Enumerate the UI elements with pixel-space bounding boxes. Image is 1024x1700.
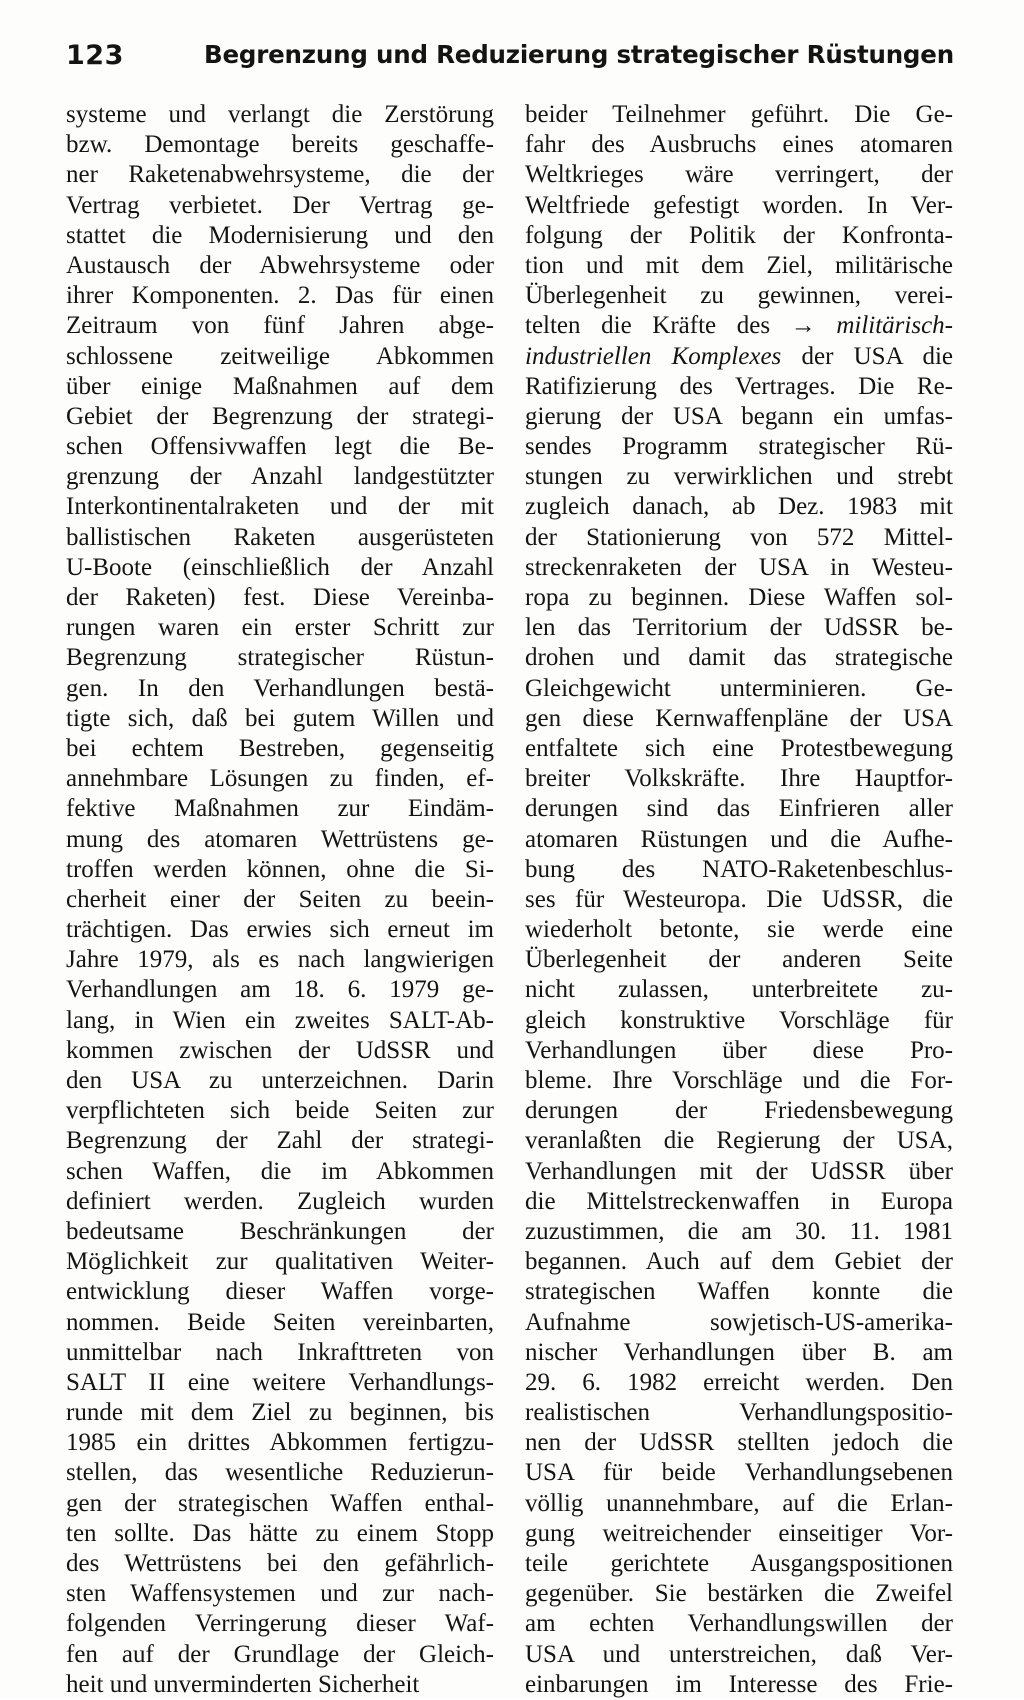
text-line: Begrenzung der Zahl der strategi-: [66, 1127, 494, 1155]
text-line: bzw. Demontage bereits geschaffe-: [66, 131, 494, 159]
text-line: USA und unterstreichen, daß Ver-: [525, 1640, 953, 1668]
text-line: drohen und damit das strategische: [525, 644, 953, 672]
text-line: kommen zwischen der UdSSR und: [66, 1036, 494, 1064]
text-line: zuzustimmen, die am 30. 11. 1981: [525, 1217, 953, 1245]
text-line: Weltfriede gefestigt worden. In Ver-: [525, 191, 953, 219]
text-line: fen auf der Grundlage der Gleich-: [66, 1640, 494, 1668]
text-line: gleich konstruktive Vorschläge für: [525, 1006, 953, 1034]
text-line: begannen. Auch auf dem Gebiet der: [525, 1248, 953, 1276]
text-line: Verhandlungen über diese Pro-: [525, 1036, 953, 1064]
text-line: 29. 6. 1982 erreicht werden. Den: [525, 1368, 953, 1396]
text-line: bleme. Ihre Vorschläge und die For-: [525, 1067, 953, 1094]
text-line: SALT II eine weitere Verhandlungs-: [66, 1368, 494, 1396]
right-column-lines-before: [525, 100, 953, 311]
text-line: bung des NATO-Raketenbeschlus-: [525, 855, 953, 883]
text-line: annehmbare Lösungen zu finden, ef-: [66, 765, 494, 793]
text-line: folgenden Verringerung dieser Waf-: [66, 1610, 494, 1638]
text-line: der Stationierung von 572 Mittel-: [525, 523, 953, 551]
text-line: cherheit einer der Seiten zu beein-: [66, 885, 494, 913]
text-line: ner Raketenabwehrsysteme, die der: [66, 161, 494, 189]
text-line: folgung der Politik der Konfronta-: [525, 221, 953, 249]
text-line: atomaren Rüstungen und die Aufhe-: [525, 825, 953, 853]
text-line: stellen, das wesentliche Reduzierun-: [66, 1459, 494, 1487]
running-head: Begrenzung und Reduzierung strategischer Rüstungen: [204, 40, 954, 69]
text-line: tigte sich, daß bei gutem Willen und: [66, 704, 494, 732]
text-line: Verhandlungen am 18. 6. 1979 ge-: [66, 976, 494, 1004]
text-line: U-Boote (einschließlich der Anzahl: [66, 553, 494, 581]
right-column-lines-after: [525, 372, 953, 1700]
text-line: Möglichkeit zur qualitativen Weiter-: [66, 1248, 494, 1276]
text-line: sten Waffensystemen und zur nach-: [66, 1580, 494, 1608]
text-line: schen Offensivwaffen legt die Be-: [66, 433, 494, 461]
text-line: Überlegenheit der anderen Seite: [525, 946, 953, 974]
text-line: ropa zu beginnen. Diese Waffen sol-: [525, 584, 953, 611]
cross-reference-term-part2[interactable]: industriellen Komplexes: [525, 342, 782, 370]
text-line: Ratifizierung des Vertrages. Die Re-: [525, 372, 953, 400]
page-header: [66, 40, 954, 86]
text-line: Interkontinentalraketen und der mit: [66, 493, 494, 521]
text-line: stattet die Modernisierung und den: [66, 221, 494, 249]
text-line: Austausch der Abwehrsysteme oder: [66, 251, 494, 279]
text-line: strategischen Waffen konnte die: [525, 1278, 953, 1306]
text-line: der Raketen) fest. Diese Vereinba-: [66, 584, 494, 611]
text-line: gung weitreichender einseitiger Vor-: [525, 1519, 953, 1547]
text-line: grenzung der Anzahl landgestützter: [66, 463, 494, 491]
text-line: derungen sind das Einfrieren aller: [525, 795, 953, 823]
ref-line2-plain: der USA die: [781, 342, 953, 370]
text-line: entwicklung dieser Waffen vorge-: [66, 1278, 494, 1306]
text-line: Aufnahme sowjetisch-US-amerika-: [525, 1308, 953, 1336]
text-line: völlig unannehmbare, auf die Erlan-: [525, 1489, 953, 1517]
text-line: Vertrag verbietet. Der Vertrag ge-: [66, 191, 494, 219]
text-line: ten sollte. Das hätte zu einem Stopp: [66, 1519, 494, 1547]
text-line: einbarungen im Interesse des Frie-: [525, 1670, 953, 1698]
text-line: mung des atomaren Wettrüstens ge-: [66, 825, 494, 853]
text-line: am echten Verhandlungswillen der: [525, 1610, 953, 1638]
text-line: heit und unverminderten Sicherheit: [66, 1670, 420, 1698]
text-line: rungen waren ein erster Schritt zur: [66, 614, 494, 642]
text-line: Begrenzung strategischer Rüstun-: [66, 644, 494, 672]
text-line: nen der UdSSR stellten jedoch die: [525, 1429, 953, 1457]
cross-reference-line-2: [525, 342, 953, 372]
text-line: Gebiet der Begrenzung der strategi-: [66, 402, 494, 430]
text-line: gen der strategischen Waffen enthal-: [66, 1489, 494, 1517]
text-line: ses für Westeuropa. Die UdSSR, die: [525, 885, 953, 913]
text-line: Jahre 1979, als es nach langwierigen: [66, 946, 494, 974]
text-line: systeme und verlangt die Zerstörung: [66, 101, 494, 128]
text-line: schen Waffen, die im Abkommen: [66, 1157, 494, 1185]
text-line: des Wettrüstens bei den gefährlich-: [66, 1550, 494, 1577]
text-line: ihrer Komponenten. 2. Das für einen: [66, 282, 494, 310]
text-line: sendes Programm strategischer Rü-: [525, 433, 953, 461]
text-line: derungen der Friedensbewegung: [525, 1097, 953, 1125]
text-line: USA für beide Verhandlungsebenen: [525, 1459, 953, 1487]
text-line: beider Teilnehmer geführt. Die Ge-: [525, 101, 953, 128]
cross-reference-line: [525, 311, 953, 341]
left-text-column: [66, 100, 494, 1700]
text-line: Weltkrieges wäre verringert, der: [525, 161, 953, 189]
text-line: nischer Verhandlungen über B. am: [525, 1338, 953, 1366]
text-line: Überlegenheit zu gewinnen, verei-: [525, 282, 953, 310]
text-line: streckenraketen der USA in Westeu-: [525, 553, 953, 581]
text-line: bei echtem Bestreben, gegenseitig: [66, 734, 494, 762]
text-line: gegenüber. Sie bestärken die Zweifel: [525, 1580, 953, 1608]
text-line: gierung der USA begann ein umfas-: [525, 402, 953, 430]
text-line: schlossene zeitweilige Abkommen: [66, 342, 494, 370]
text-line: verpflichteten sich beide Seiten zur: [66, 1097, 494, 1125]
ref-line-plain: telten die Kräfte des →: [525, 312, 837, 340]
text-line: nicht zulassen, unterbreitete zu-: [525, 976, 953, 1004]
text-line: troffen werden können, ohne die Si-: [66, 855, 494, 883]
text-line: len das Territorium der UdSSR be-: [525, 614, 953, 642]
text-line: trächtigen. Das erwies sich erneut im: [66, 916, 494, 944]
text-line: breiter Volkskräfte. Ihre Hauptfor-: [525, 765, 953, 793]
text-line: ballistischen Raketen ausgerüsteten: [66, 523, 494, 551]
cross-reference-term-part1[interactable]: militärisch-: [836, 312, 953, 340]
text-line: wiederholt betonte, sie werde eine: [525, 916, 953, 944]
text-line: runde mit dem Ziel zu beginnen, bis: [66, 1399, 494, 1427]
text-line: die Mittelstreckenwaffen in Europa: [525, 1187, 953, 1215]
text-line: lang, in Wien ein zweites SALT-Ab-: [66, 1006, 494, 1034]
text-line: definiert werden. Zugleich wurden: [66, 1187, 494, 1215]
text-line: 1985 ein drittes Abkommen fertigzu-: [66, 1429, 494, 1457]
page-number: 123: [66, 40, 124, 71]
text-line: entfaltete sich eine Protestbewegung: [525, 734, 953, 762]
text-line: veranlaßten die Regierung der USA,: [525, 1127, 953, 1155]
text-line: bedeutsame Beschränkungen der: [66, 1217, 494, 1245]
text-line: den USA zu unterzeichnen. Darin: [66, 1067, 494, 1094]
text-line: Verhandlungen mit der UdSSR über: [525, 1157, 953, 1185]
text-line: zugleich danach, ab Dez. 1983 mit: [525, 493, 953, 521]
right-text-column: [525, 100, 953, 1700]
text-line: Zeitraum von fünf Jahren abge-: [66, 312, 494, 340]
text-line: gen diese Kernwaffenpläne der USA: [525, 704, 953, 732]
text-line: fahr des Ausbruchs eines atomaren: [525, 131, 953, 159]
text-line: fektive Maßnahmen zur Eindäm-: [66, 795, 494, 823]
text-line: unmittelbar nach Inkrafttreten von: [66, 1338, 494, 1366]
text-line: tion und mit dem Ziel, militärische: [525, 251, 953, 279]
text-line: Gleichgewicht unterminieren. Ge-: [525, 674, 953, 702]
text-line: realistischen Verhandlungspositio-: [525, 1399, 953, 1427]
text-line: über einige Maßnahmen auf dem: [66, 372, 494, 400]
text-line: nommen. Beide Seiten vereinbarten,: [66, 1308, 494, 1336]
text-line: teile gerichtete Ausgangspositionen: [525, 1550, 953, 1577]
text-line: stungen zu verwirklichen und strebt: [525, 463, 953, 491]
text-line: gen. In den Verhandlungen bestä-: [66, 674, 494, 702]
